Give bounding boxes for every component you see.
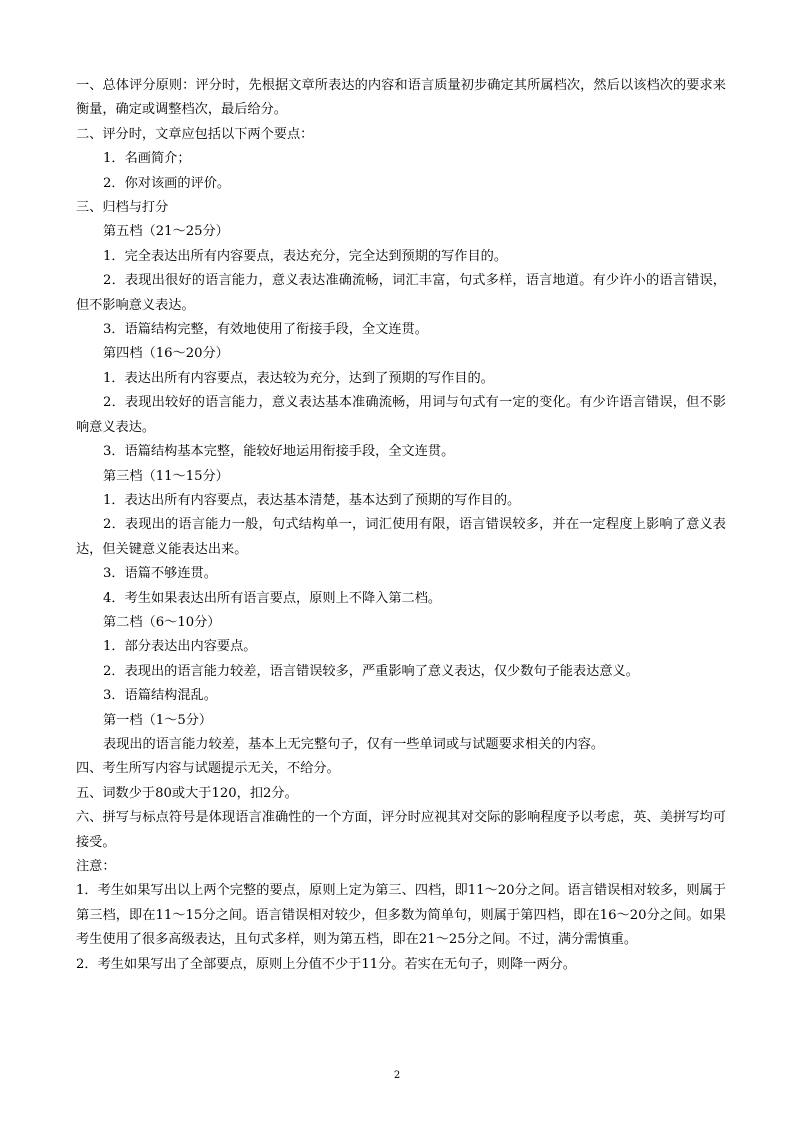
paragraph: 六、拼写与标点符号是体现语言准确性的一个方面，评分时应视其对交际的影响程度予以考虑，英、美拼写均可接受。 <box>76 810 726 850</box>
paragraph: 一、总体评分原则：评分时，先根据文章所表达的内容和语言质量初步确定其所属档次，然后以该档次的要求来衡量，确定或调整档次，最后给分。 <box>76 78 726 118</box>
paragraph: 第一档（1～5分） <box>103 712 213 728</box>
paragraph: 第五档（21～25分） <box>103 224 229 240</box>
paragraph: 2．考生如果写出了全部要点，原则上分值不少于11分。若实在无句子，则降一两分。 <box>76 956 576 972</box>
paragraph: 第三档（11～15分） <box>103 468 229 484</box>
paragraph: 3．语篇结构基本完整，能较好地运用衔接手段，全文连贯。 <box>103 444 455 460</box>
paragraph: 2．你对该画的评价。 <box>103 175 231 191</box>
paragraph: 1．部分表达出内容要点。 <box>103 639 257 655</box>
paragraph: 3．语篇结构混乱。 <box>103 688 217 704</box>
paragraph: 3．语篇不够连贯。 <box>103 566 217 582</box>
paragraph: 五、词数少于80或大于120，扣2分。 <box>76 785 298 801</box>
paragraph: 表现出的语言能力较差，基本上无完整句子，仅有一些单词或与试题要求相关的内容。 <box>103 736 605 752</box>
paragraph: 4．考生如果表达出所有语言要点，原则上不降入第二档。 <box>103 590 442 606</box>
paragraph: 2．表现出的语言能力较差，语言错误较多，严重影响了意义表达，仅少数句子能表达意义。 <box>103 663 639 679</box>
paragraph: 1．表达出所有内容要点，表达基本清楚，基本达到了预期的写作目的。 <box>103 492 521 508</box>
paragraph: 第二档（6～10分） <box>103 614 221 630</box>
paragraph: 1．名画简介； <box>103 151 191 167</box>
paragraph: 注意： <box>76 859 116 874</box>
paragraph: 2．表现出较好的语言能力，意义表达基本准确流畅，用词与句式有一定的变化。有少许语言错误，但不影响意义表达。 <box>76 395 726 435</box>
paragraph: 2．表现出的语言能力一般，句式结构单一，词汇使用有限，语言错误较多，并在一定程度上影响了意义表达，但关键意义能表达出来。 <box>76 517 726 557</box>
paragraph: 1．完全表达出所有内容要点，表达充分，完全达到预期的写作目的。 <box>103 248 508 264</box>
scoring-guide-text <box>76 74 726 977</box>
paragraph: 2．表现出很好的语言能力，意义表达准确流畅，词汇丰富，句式多样，语言地道。有少许小的语言错误，但不影响意义表达。 <box>76 273 726 313</box>
page-number: 2 <box>393 1070 401 1081</box>
paragraph: 四、考生所写内容与试题提示无关，不给分。 <box>76 761 340 777</box>
paragraph: 1．表达出所有内容要点，表达较为充分，达到了预期的写作目的。 <box>103 370 494 386</box>
paragraph: 二、评分时，文章应包括以下两个要点： <box>76 126 314 142</box>
paragraph: 3．语篇结构完整，有效地使用了衔接手段，全文连贯。 <box>103 322 428 338</box>
paragraph: 1．考生如果写出以上两个完整的要点，原则上定为第三、四档，即11～20分之间。语言错误相对较多，则属于第三档，即在11～15分之间。语言错误相对较少，但多数为简单句，则属于第四档，即在16～20分之间。如果考生使用了很多高级表达，且句式多样，则为第五档，即在21～25分之间。不过，满分需慎重。 <box>76 883 726 948</box>
paragraph: 三、归档与打分 <box>76 200 169 216</box>
paragraph: 第四档（16～20分） <box>103 346 229 362</box>
